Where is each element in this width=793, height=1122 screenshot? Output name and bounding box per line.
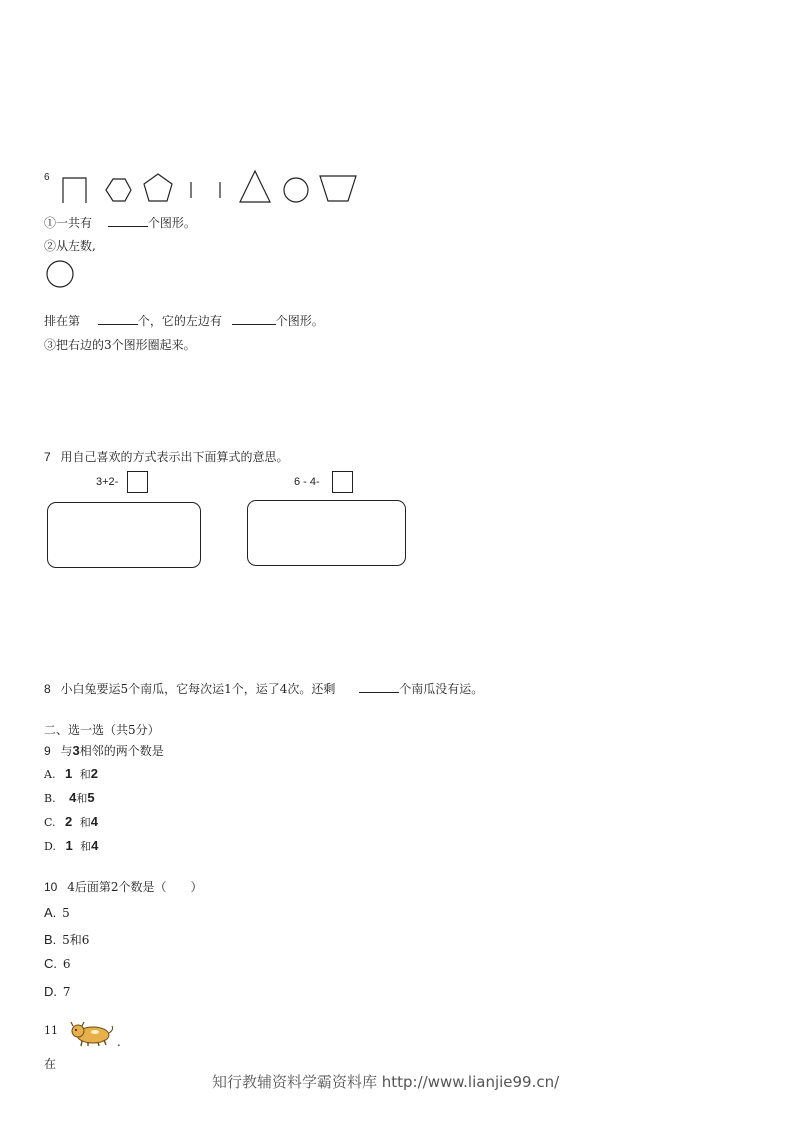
q10-option-d[interactable] — [44, 984, 70, 999]
q11-period: . — [117, 1035, 121, 1049]
q7-number: 7 — [44, 450, 51, 464]
q6-line4: ③把右边的3个图形圈起来。 — [44, 338, 196, 352]
q9-option-a[interactable] — [44, 766, 98, 782]
q10-option-c[interactable] — [44, 956, 70, 971]
option-text: 6 — [62, 957, 71, 971]
q6-line1 — [44, 214, 196, 231]
q6-line2: ②从左数, — [44, 239, 96, 253]
option-letter: C. — [44, 956, 57, 971]
q9-option-c[interactable] — [44, 814, 98, 830]
circle-shape — [284, 178, 308, 202]
q6-count-blank[interactable] — [108, 214, 148, 227]
q6-number: 6 — [44, 172, 50, 183]
q9-number: 9 — [44, 744, 51, 758]
option-letter: B. — [44, 932, 57, 947]
open-rectangle-shape — [63, 178, 86, 203]
option-letter: D. — [44, 840, 56, 853]
option-value-1: 1 — [64, 766, 73, 781]
pentagon-shape — [144, 174, 172, 201]
option-text: 7 — [62, 985, 71, 999]
q7-text: 用自己喜欢的方式表示出下面算式的意思。 — [60, 450, 289, 464]
section-2-title: 二、选一选（共5分） — [44, 723, 160, 737]
option-connector: 和 — [80, 840, 92, 853]
q6-line1-suffix: 个图形。 — [147, 216, 196, 230]
q9-text-a: 与 — [60, 744, 73, 758]
option-value-2: 4 — [90, 814, 98, 829]
q6-line3-prefix: 排在第 — [44, 314, 81, 328]
q7-expression-1: 3+2- — [96, 476, 119, 488]
triangle-shape — [240, 171, 270, 202]
q6-line3-suffix: 个图形。 — [275, 314, 324, 328]
q10-option-b[interactable] — [44, 931, 89, 948]
q9-option-d[interactable] — [44, 838, 98, 854]
q9-text-b: 3 — [72, 743, 80, 758]
option-connector: 和 — [79, 768, 91, 781]
q7-answer-box-2[interactable] — [332, 471, 353, 493]
trapezoid-shape — [320, 176, 356, 201]
cow-cartoon-icon — [68, 1018, 116, 1048]
q6-position-blank[interactable] — [98, 312, 138, 325]
q11-line2: 在 — [44, 1057, 57, 1071]
option-connector: 和 — [79, 816, 91, 829]
q7-line — [44, 448, 289, 465]
q9-option-b[interactable] — [44, 790, 95, 806]
option-letter: A. — [44, 768, 56, 781]
q10-line — [44, 878, 202, 895]
q10-number: 10 — [44, 880, 58, 894]
option-letter: A. — [44, 905, 57, 920]
q11-number: 11 — [44, 1024, 58, 1037]
q7-answer-box-1[interactable] — [127, 471, 148, 493]
q10-text: 4后面第2个数是（ ） — [67, 880, 203, 894]
q6-line1-prefix: ①一共有 — [44, 216, 93, 230]
option-letter: C. — [44, 816, 56, 829]
q6-line3 — [44, 312, 324, 329]
q9-text-c: 相邻的两个数是 — [79, 744, 164, 758]
q8-answer-blank[interactable] — [359, 680, 399, 693]
option-connector: 和 — [76, 792, 88, 805]
q6-left-count-blank[interactable] — [232, 312, 276, 325]
q8-line — [44, 680, 483, 697]
option-value-1: 4 — [69, 790, 77, 805]
q7-drawing-area-2[interactable] — [247, 500, 406, 566]
q9-line — [44, 742, 164, 759]
q8-number: 8 — [44, 682, 51, 696]
option-text: 5 — [62, 906, 70, 920]
hexagon-shape — [106, 179, 131, 201]
option-value-1: 1 — [65, 838, 73, 853]
footer-watermark: 知行教辅资料学霸资料库 http://www.lianjie99.cn/ — [212, 1073, 560, 1091]
q7-expression-2: 6 - 4- — [294, 476, 320, 488]
option-letter: D. — [44, 984, 57, 999]
q6-shapes-row — [58, 168, 363, 208]
option-value-2: 5 — [87, 790, 95, 805]
q8-text: 小白兔要运5个南瓜，它每次运1个，运了4次。还剩 — [60, 682, 336, 696]
option-value-2: 4 — [91, 838, 99, 853]
q8-text-suffix: 个南瓜没有运。 — [399, 682, 484, 696]
q6-line3-middle: 个，它的左边有 — [137, 314, 222, 328]
q7-drawing-area-1[interactable] — [47, 502, 201, 568]
option-letter: B. — [44, 792, 56, 805]
option-value-2: 2 — [90, 766, 98, 781]
q10-option-a[interactable] — [44, 905, 70, 920]
option-value-1: 2 — [65, 814, 73, 829]
circle-icon — [45, 259, 75, 289]
option-text: 5和6 — [62, 933, 90, 947]
